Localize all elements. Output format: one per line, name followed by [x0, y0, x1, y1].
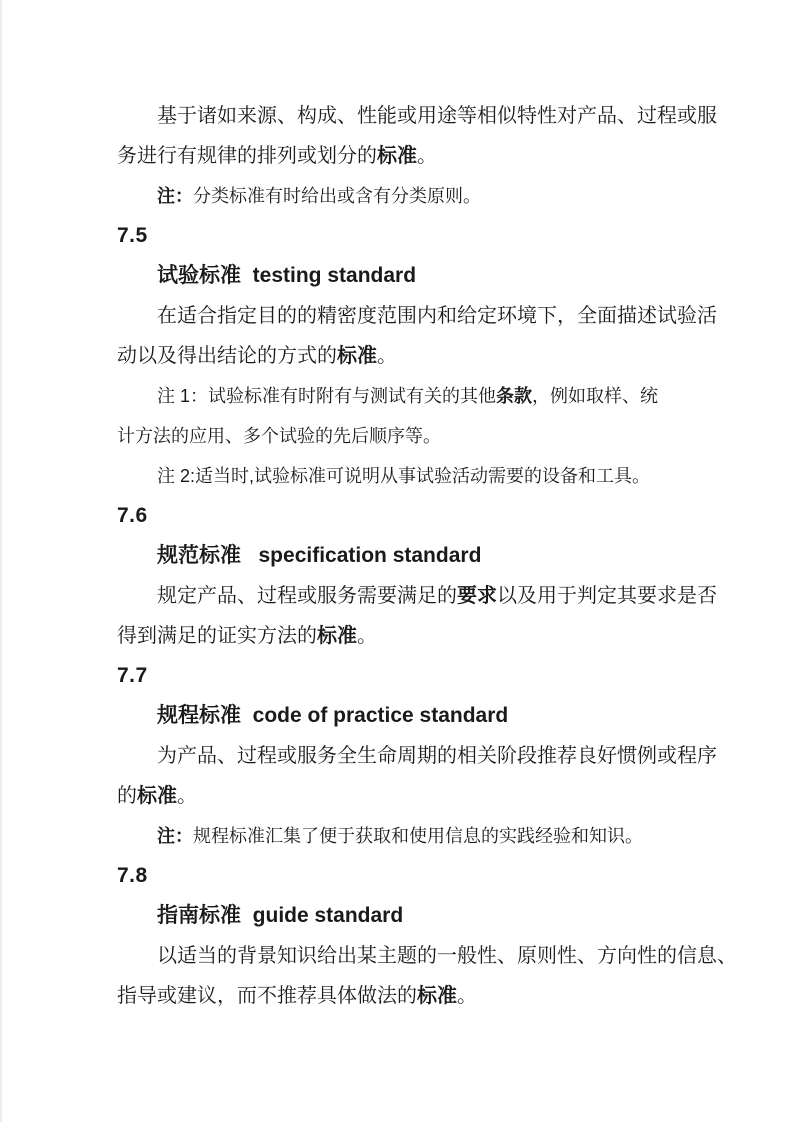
text-segment: 规定产品、过程或服务需要满足的: [157, 585, 457, 607]
bold-term: 要求: [457, 585, 497, 607]
text-segment: 指南标准 guide standard: [157, 904, 404, 927]
text-segment: 。: [417, 145, 437, 167]
note-line: [117, 816, 677, 856]
bold-term: 标准: [137, 785, 177, 807]
text-segment: 7.5: [117, 224, 148, 247]
text-segment: 。: [377, 345, 397, 367]
text-segment: ，例如取样、统: [532, 386, 659, 406]
body-line: [117, 136, 677, 176]
text-segment: 规程标准汇集了便于获取和使用信息的实践经验和知识。: [193, 826, 643, 846]
clause-number: [117, 216, 677, 256]
body-line: [117, 96, 717, 136]
text-segment: 规程标准 code of practice standard: [157, 704, 509, 727]
text-segment: 指导或建议，而不推荐具体做法的: [117, 985, 417, 1007]
bold-term: 注：: [157, 826, 193, 846]
bold-term: 标准: [317, 625, 357, 647]
note-line: [117, 416, 677, 456]
text-segment: 试验标准 testing standard: [157, 264, 417, 287]
body-line: [117, 936, 737, 976]
body-line: [117, 976, 677, 1016]
text-segment: 以及用于判定其要求是否: [497, 585, 717, 607]
bold-term: 注：: [157, 186, 193, 206]
text-segment: 在适合指定目的的精密度范围内和给定环境下，全面描述试验活: [157, 305, 717, 327]
bold-term: 标准: [337, 345, 377, 367]
body-line: [117, 296, 717, 336]
text-segment: 。: [357, 625, 377, 647]
bold-term: 标准: [377, 145, 417, 167]
term-heading: [117, 896, 677, 936]
text-segment: 基于诸如来源、构成、性能或用途等相似特性对产品、过程或服: [157, 105, 717, 127]
note-line: [117, 176, 677, 216]
text-segment: 为产品、过程或服务全生命周期的相关阶段推荐良好惯例或程序: [157, 745, 717, 767]
bold-term: 标准: [417, 985, 457, 1007]
text-segment: 以适当的背景知识给出某主题的一般性、原则性、方向性的信息、: [157, 945, 737, 967]
term-heading: [117, 256, 677, 296]
text-segment: 分类标准有时给出或含有分类原则。: [193, 186, 481, 206]
text-segment: 得到满足的证实方法的: [117, 625, 317, 647]
text-segment: 规范标准 specification standard: [157, 544, 482, 567]
body-line: [117, 576, 717, 616]
clause-number: [117, 656, 677, 696]
text-segment: 注 1：试验标准有时附有与测试有关的其他: [157, 386, 497, 406]
text-segment: 。: [177, 785, 197, 807]
term-heading: [117, 696, 677, 736]
text-segment: 的: [117, 785, 137, 807]
clause-number: [117, 496, 677, 536]
text-segment: 计方法的应用、多个试验的先后顺序等。: [117, 426, 441, 446]
note-line: [117, 376, 677, 416]
body-line: [117, 336, 677, 376]
text-segment: 务进行有规律的排列或划分的: [117, 145, 377, 167]
note-line: [117, 456, 677, 496]
bold-term: 条款: [496, 386, 533, 406]
clause-number: [117, 856, 677, 896]
text-segment: 7.7: [117, 664, 148, 687]
text-segment: 注 2:适当时,试验标准可说明从事试验活动需要的设备和工具。: [157, 466, 651, 486]
body-line: [117, 616, 677, 656]
text-segment: 7.8: [117, 864, 148, 887]
text-segment: 7.6: [117, 504, 148, 527]
term-heading: [117, 536, 677, 576]
body-line: [117, 736, 717, 776]
text-segment: 。: [457, 985, 477, 1007]
text-segment: 动以及得出结论的方式的: [117, 345, 337, 367]
body-line: [117, 776, 677, 816]
